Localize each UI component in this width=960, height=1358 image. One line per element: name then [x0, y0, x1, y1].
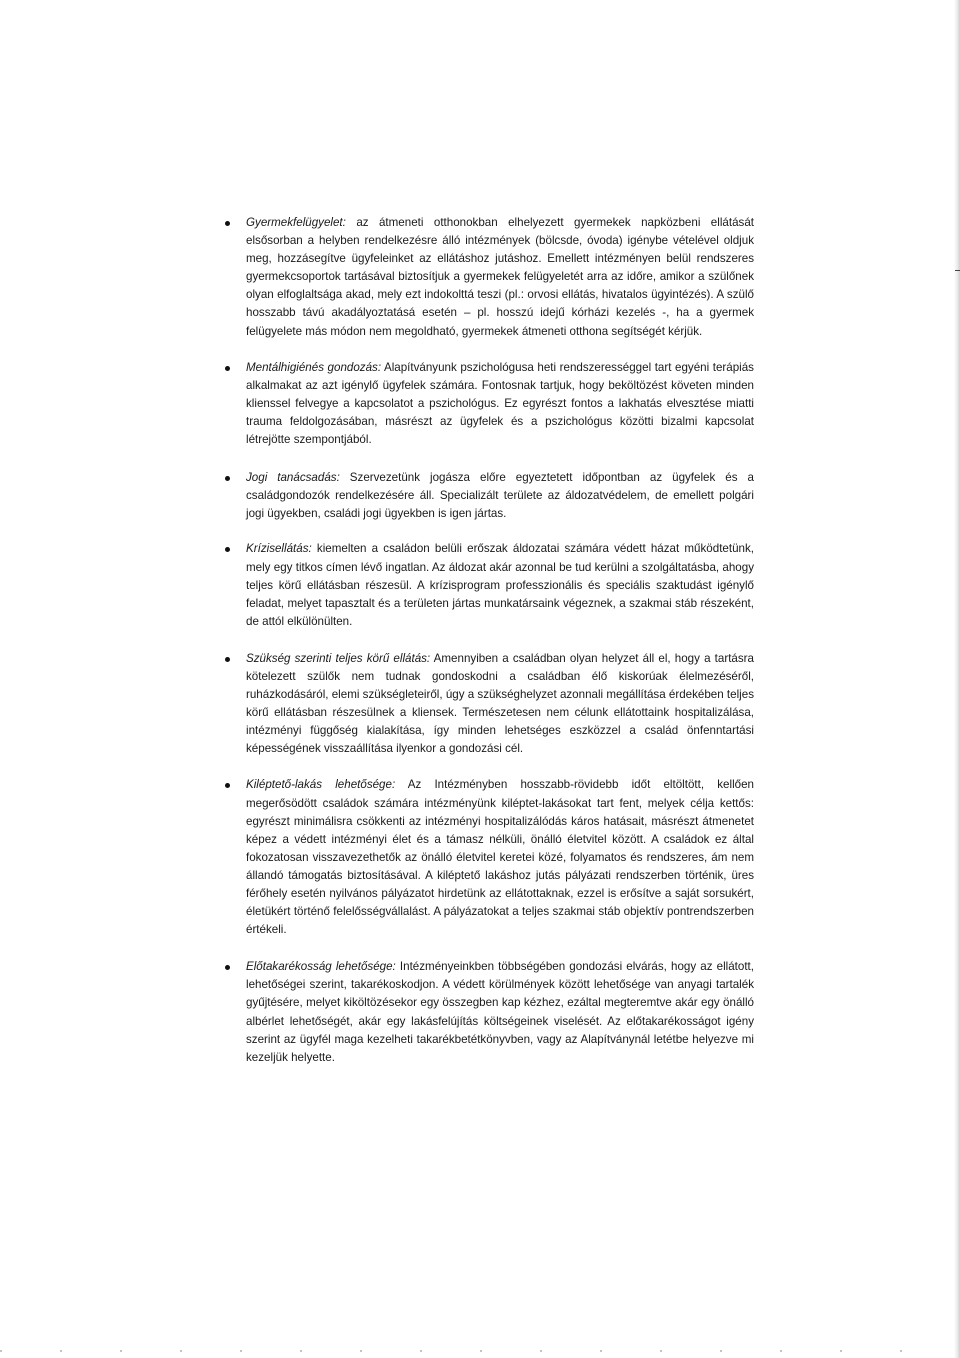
bullet-icon	[225, 965, 230, 970]
item-term: Kiléptető-lakás lehetősége:	[246, 778, 396, 792]
list-item-mentalhigienes-gondozas	[246, 359, 754, 449]
item-text: Szervezetünk jogásza előre egyeztetett időpontban az ügyfelek és a családgondozók rendelkezésére áll. Specializált területe az áldozatvédelem, de emellett polgári jogi ügyekben, családi jogi ügyekben is igen jártas.	[246, 471, 754, 521]
scan-edge-shadow	[954, 0, 960, 1358]
scan-edge-mark	[955, 270, 960, 271]
bullet-icon	[225, 657, 230, 662]
bullet-icon	[225, 547, 230, 552]
list-item-gyermekfelugyelet	[246, 214, 754, 341]
item-term: Jogi tanácsadás:	[246, 471, 340, 485]
list-item-teljes-koru-ellatas	[246, 650, 754, 759]
list-item-jogi-tanacsadas	[246, 469, 754, 523]
item-term: Gyermekfelügyelet:	[246, 216, 346, 229]
item-term: Mentálhigiénés gondozás:	[246, 360, 382, 374]
item-term: Szükség szerinti teljes körű ellátás:	[246, 651, 431, 665]
document-body	[246, 214, 754, 1085]
bullet-icon	[225, 783, 230, 788]
bullet-icon	[225, 476, 230, 481]
item-text: Amennyiben a családban olyan helyzet áll el, hogy a tartásra kötelezett szülők nem tudnak gondoskodni a családban élő kiskorúak élelmezéséről, ruházkodásáról, elemi szükségleteiről, úgy a szükséghelyzet azonnali megállítása érdekében teljes körű ellátásban részesülnek a kliensek. Természetesen nem célunk ellátottaink hospitalizálása, intézményi függőség kialakítása, így minden lehetséges eszközzel a család önfenntartási képességének visszaállítása ilyenkor a gondozási cél.	[246, 651, 754, 756]
list-item-elotakarekossag	[246, 958, 754, 1067]
item-text: kiemelten a családon belüli erőszak áldozatai számára védett házat működtetünk, mely egy titkos címen lévő ingatlan. Az áldozat akár azonnal be tud kerülni a szolgáltatásba, ahogy teljes körű ellátásban részesül. A krízisprogram professzionális és speciális szaktudást igénylő feladat, melyet tapasztalt és a területen jártas munkatársaink végeznek, a szakmai stáb részeként, de attól elkülönülten.	[246, 542, 754, 628]
bullet-icon	[225, 366, 230, 371]
item-text: Intézményeinkben többségében gondozási elvárás, hogy az ellátott, lehetőségei szerint, takarékoskodjon. A védett körülmények között lehetősége van anyagi tartalék gyűjtésére, melyet kiköltözésekor egy összegben kap kézhez, ezáltal megteremtve akár egy önálló albérlet lehetőségét, akár egy lakásfelújítás költségeinek viselését. Az előtakarékosságot igény szerint az ügyfél maga kezelheti takarékbetétkönyvben, vagy az Alapítványnál letétbe helyezve mi kezeljük helyette.	[246, 960, 754, 1064]
scan-bottom-artifacts	[0, 1350, 960, 1352]
bullet-icon	[225, 221, 230, 226]
service-list	[246, 214, 754, 1067]
item-term: Előtakarékosság lehetősége:	[246, 960, 396, 974]
item-term: Krízisellátás:	[246, 542, 312, 556]
item-text: az átmeneti otthonokban elhelyezett gyermekek napközbeni ellátását elsősorban a helyben rendelkezésre álló intézmények (bölcsde, óvoda) igénybe vételével oldjuk meg, hozzásegítve ügyfeleinket az ellátáshoz jutáshoz. Emellett intézményen belül rendszeres gyermekcsoportok tartásával biztosítjuk a gyermekek felügyeletét arra az időre, amikor a szülőnek olyan elfoglaltsága akad, mely ezt indokolttá teszi (pl.: orvosi ellátás, hivatalos ügyintézés). A szülő hosszabb távú akadályoztatásá esetén – pl. hosszú idejű kórházi kezelés -, ha a gyermek felügyelete más módon nem megoldható, gyermekek átmeneti otthona segítségét kérjük.	[246, 216, 754, 338]
item-text: Alapítványunk pszichológusa heti rendszerességgel tart egyéni terápiás alkalmakat az azt igénylő ügyfelek számára. Fontosnak tartjuk, hogy beköltözést követen minden klienssel felvegye a kapcsolatot a pszichológus. Ez egyrészt fontos a lakhatás elvesztése miatti trauma feldolgozásában, másrészt az ügyfelek és a pszichológus közötti bizalmi kapcsolat létrejötte szempontjából.	[246, 360, 754, 447]
list-item-krizisellatas	[246, 540, 754, 630]
item-text: Az Intézményben hosszabb-rövidebb időt eltöltött, kellően megerősödött családok számára intézményünk kiléptet-lakásokat tart fent, melyek célja kettős: egyrészt minimálisra csökkenti az intézményi hospitalizálódás káros hatásait, másrészt átmenetet képez a védett intézményi élet és a támasz nélküli, önálló életvitel között. A családok ez által fokozatosan visszavezethetők az önálló életvitel keretei közé, folyamatos és rendszeres, ám nem állandó támogatás biztosításával. A kiléptető lakáshoz jutás pályázati rendszerben történik, üres férőhely esetén nyilvános pályázatot hirdetünk az ellátottaknak, ezzel is erősítve a saját sorsukért, életükért történő felelősségvállalást. A pályázatokat a teljes szakmai stáb objektív pontrendszerben értékeli.	[246, 778, 755, 937]
list-item-kilepteto-lakas	[246, 776, 754, 939]
